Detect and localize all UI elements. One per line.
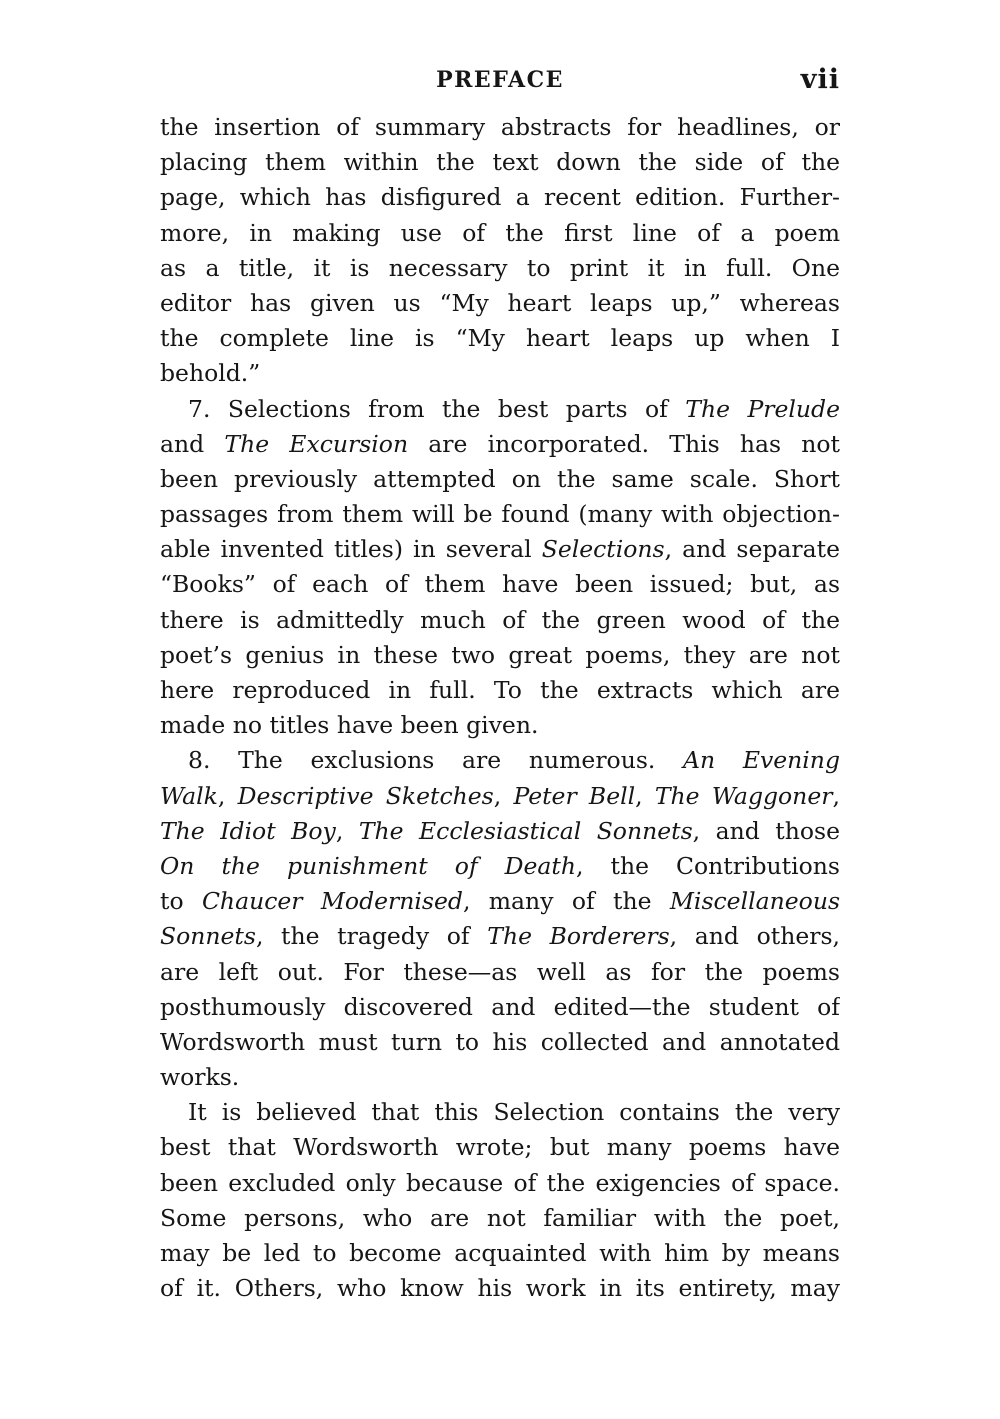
- text-line: [160, 567, 840, 602]
- line-text: passages from them will be found (many with objection-: [160, 500, 840, 529]
- line-text: “Books” of each of them have been issued; but, as: [160, 570, 840, 599]
- text-line: [160, 673, 840, 708]
- line-text: been excluded only because of the exigencies of space.: [160, 1168, 840, 1197]
- text-line: [160, 321, 840, 356]
- line-text: been previously attempted on the same scale. Short: [160, 464, 840, 493]
- text-line: [160, 392, 840, 427]
- line-text: best that Wordsworth wrote; but many poems have: [160, 1133, 840, 1162]
- text-line: [160, 216, 840, 251]
- text-line: [160, 110, 840, 145]
- line-text: Wordsworth must turn to his collected and annotated: [160, 1027, 840, 1056]
- line-text: ,: [832, 781, 840, 810]
- line-text: Some persons, who are not familiar with the poet,: [160, 1203, 840, 1232]
- text-line: [160, 990, 840, 1025]
- text-line: [160, 1060, 840, 1095]
- line-text: works.: [160, 1063, 240, 1092]
- text-line: [160, 849, 840, 884]
- line-text: as a title, it is necessary to print it in full. One: [160, 253, 840, 282]
- italic-title-text: On the punishment of Death: [160, 851, 577, 880]
- italic-title-text: Peter Bell: [513, 781, 636, 810]
- line-text: , and others,: [669, 922, 840, 951]
- italic-title-text: The Waggoner: [654, 781, 833, 810]
- italic-title-text: Descriptive Sketches: [237, 781, 494, 810]
- italic-title-text: The Excursion: [224, 429, 409, 458]
- text-line: [160, 1025, 840, 1060]
- italic-title-text: An Evening: [683, 746, 840, 775]
- line-text: poet’s genius in these two great poems, they are not: [160, 640, 840, 669]
- line-text: , the Contributions: [576, 851, 840, 880]
- line-text: able invented titles) in several: [160, 535, 542, 564]
- line-text: , many of the: [462, 887, 670, 916]
- italic-title-text: Selections: [541, 535, 665, 564]
- text-line: [160, 1166, 840, 1201]
- text-line: [160, 638, 840, 673]
- line-text: ,: [635, 781, 655, 810]
- italic-title-text: Walk: [160, 781, 218, 810]
- text-line: [160, 145, 840, 180]
- text-line: [160, 1130, 840, 1165]
- italic-title-text: The Prelude: [685, 394, 840, 423]
- line-text: to: [160, 887, 202, 916]
- line-text: ,: [493, 781, 514, 810]
- line-text: , and separate: [664, 535, 840, 564]
- running-head: [160, 62, 840, 98]
- italic-title-text: The Ecclesiastical Sonnets: [358, 816, 693, 845]
- page-number: vii: [800, 64, 840, 95]
- line-text: ,: [217, 781, 238, 810]
- text-line: [160, 603, 840, 638]
- line-text: , the tragedy of: [255, 922, 488, 951]
- text-line: [160, 779, 840, 814]
- text-line: [160, 427, 840, 462]
- line-text: here reproduced in full. To the extracts which are: [160, 676, 840, 704]
- text-line: [160, 814, 840, 849]
- line-text: the insertion of summary abstracts for headlines, or: [160, 113, 840, 141]
- text-line: [160, 251, 840, 286]
- text-line: [160, 286, 840, 321]
- line-text: the complete line is “My heart leaps up when I: [160, 324, 840, 353]
- text-line: [160, 497, 840, 532]
- italic-title-text: The Borderers: [487, 922, 670, 951]
- body-text: [160, 110, 840, 1306]
- line-text: there is admittedly much of the green wood of the: [160, 605, 840, 634]
- line-text: made no titles have been given.: [160, 711, 539, 740]
- line-text: and: [160, 429, 225, 458]
- line-text: It is believed that this Selection contains the very: [188, 1098, 840, 1127]
- text-line: [160, 356, 840, 391]
- text-line: [160, 180, 840, 215]
- italic-title-text: Chaucer Modernised: [201, 887, 463, 916]
- line-text: may be led to become acquainted with him by means: [160, 1239, 840, 1267]
- text-line: [160, 1201, 840, 1236]
- line-text: more, in making use of the first line of a poem: [160, 218, 840, 247]
- text-line: [160, 1095, 840, 1130]
- text-line: [160, 955, 840, 990]
- line-text: page, which has disfigured a recent edition. Further-: [160, 183, 840, 212]
- line-text: are incorporated. This has not: [408, 429, 840, 458]
- text-line: [160, 462, 840, 497]
- text-line: [160, 1236, 840, 1271]
- line-text: are left out. For these—as well as for the poems: [160, 957, 840, 986]
- line-text: 7. Selections from the best parts of: [188, 394, 686, 423]
- italic-title-text: Miscellaneous: [669, 887, 840, 916]
- italic-title-text: The Idiot Boy: [160, 816, 336, 845]
- text-line: [160, 532, 840, 567]
- line-text: , and those: [692, 816, 840, 845]
- line-text: placing them within the text down the side of the: [160, 148, 840, 177]
- line-text: editor has given us “My heart leaps up,” whereas: [160, 288, 840, 317]
- line-text: behold.”: [160, 359, 261, 388]
- text-line: [160, 1271, 840, 1306]
- line-text: ,: [335, 816, 359, 845]
- text-line: [160, 919, 840, 954]
- text-line: [160, 743, 840, 778]
- line-text: posthumously discovered and edited—the student of: [160, 992, 840, 1021]
- text-line: [160, 708, 840, 743]
- running-title: PREFACE: [436, 67, 564, 93]
- line-text: of it. Others, who know his work in its entirety, may: [160, 1274, 840, 1303]
- text-line: [160, 884, 840, 919]
- italic-title-text: Sonnets: [160, 922, 256, 951]
- line-text: 8. The exclusions are numerous.: [188, 746, 684, 775]
